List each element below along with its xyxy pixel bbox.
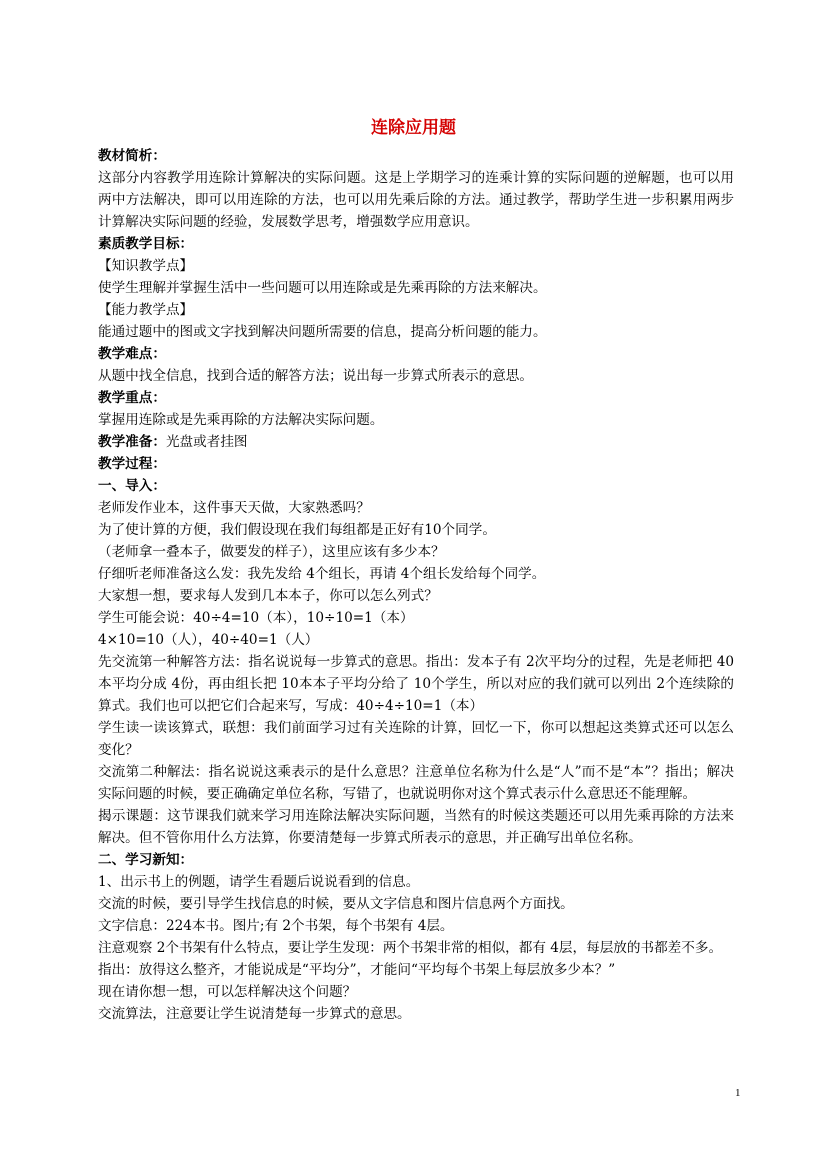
paragraph-line: 现在请你想一想，可以怎样解决这个问题？ — [98, 984, 357, 1000]
paragraph-textbook-analysis: 这部分内容教学用连除计算解决的实际问题。这是上学期学习的连乘计算的实际问题的逆解题，也可以用两中方法解决，即可以用连除的方法，也可以用先乘后除的方法。通过教学，帮助学生进一步积累用两步计算解决实际问题的经验，发展数学思考，增强数学应用意识。 — [98, 170, 734, 230]
paragraph-line: （老师拿一叠本子，做要发的样子），这里应该有多少本？ — [98, 544, 445, 560]
paragraph-line: 交流的时候，要引导学生找信息的时候，要从文字信息和图片信息两个方面找。 — [98, 896, 574, 912]
paragraph-line: 先交流第一种解答方法：指名说说每一步算式的意思。指出：发本子有 2次平均分的过程，先是老师把 40本平均分成 4份，再由组长把 10本本子平均分给了 10个学生，所以对应的我们就可以列出 2个连续除的算式。我们也可以把它们合起来写，写成：40÷4÷10=1（本） — [98, 654, 734, 714]
paragraph-line: 大家想一想，要求每人发到几本本子，你可以怎么列式？ — [98, 588, 438, 604]
heading-introduction: 一、导入： — [98, 478, 166, 494]
paragraph-line: 仔细听老师准备这么发：我先发给 4个组长，再请 4个组长发给每个同学。 — [98, 566, 546, 582]
paragraph-line: 交流第二种解法：指名说说这乘表示的是什么意思？注意单位名称为什么是“人”而不是“本”？指出；解决实际问题的时候，要正确确定单位名称，写错了，也就说明你对这个算式表示什么意思还不能理解。 — [98, 764, 734, 802]
paragraph-line: 揭示课题：这节课我们就来学习用连除法解决实际问题，当然有的时候这类题还可以用先乘再除的方法来解决。但不管你用什么方法算，你要清楚每一步算式所表示的意思，并正确写出单位名称。 — [98, 808, 734, 846]
heading-textbook-analysis: 教材简析： — [98, 148, 166, 164]
paragraph-line: 交流算法，注意要让学生说清楚每一步算式的意思。 — [98, 1006, 411, 1022]
paragraph-knowledge-point: 使学生理解并掌握生活中一些问题可以用连除或是先乘再除的方法来解决。 — [98, 280, 547, 296]
paragraph-line: 文字信息：224本书。图片;有 2个书架，每个书架有 4层。 — [98, 918, 454, 934]
paragraph-preparation — [98, 431, 734, 453]
paragraph-line: 指出：放得这么整齐，才能说成是“平均分”，才能问“平均每个书架上每层放多少本？” — [98, 962, 616, 978]
paragraph-line: 4×10=10（人），40÷40=1（人） — [98, 632, 319, 648]
heading-key-point: 教学重点： — [98, 390, 166, 406]
value-preparation: 光盘或者挂图 — [165, 434, 248, 450]
page-number: 1 — [735, 1087, 741, 1099]
paragraph-difficulty: 从题中找全信息，找到合适的解答方法；说出每一步算式所表示的意思。 — [98, 368, 533, 384]
heading-teaching-goals: 素质教学目标： — [98, 236, 194, 252]
heading-new-knowledge: 二、学习新知： — [98, 852, 194, 868]
page-title: 连除应用题 — [371, 118, 456, 138]
paragraph-key-point: 掌握用连除或是先乘再除的方法解决实际问题。 — [98, 412, 384, 428]
paragraph-line: 1、出示书上的例题，请学生看题后说说看到的信息。 — [98, 874, 420, 890]
heading-difficulty: 教学难点： — [98, 346, 166, 362]
label-preparation: 教学准备： — [98, 434, 166, 450]
subheading-ability-point: 【能力教学点】 — [98, 302, 194, 318]
paragraph-line: 学生可能会说：40÷4=10（本），10÷10=1（本） — [98, 610, 414, 626]
paragraph-line: 注意观察 2个书架有什么特点，要让学生发现：两个书架非常的相似，都有 4层，每层放的书都差不多。 — [98, 940, 723, 956]
paragraph-ability-point: 能通过题中的图或文字找到解决问题所需要的信息，提高分析问题的能力。 — [98, 324, 547, 340]
paragraph-line: 为了使计算的方便，我们假设现在我们每组都是正好有10个同学。 — [98, 522, 496, 538]
heading-process: 教学过程： — [98, 456, 166, 472]
subheading-knowledge-point: 【知识教学点】 — [98, 258, 194, 274]
paragraph-line: 学生读一读该算式，联想：我们前面学习过有关连除的计算，回忆一下，你可以想起这类算式还可以怎么变化？ — [98, 720, 734, 758]
paragraph-line: 老师发作业本，这件事天天做，大家熟悉吗？ — [98, 500, 370, 516]
document-body — [98, 145, 734, 1025]
